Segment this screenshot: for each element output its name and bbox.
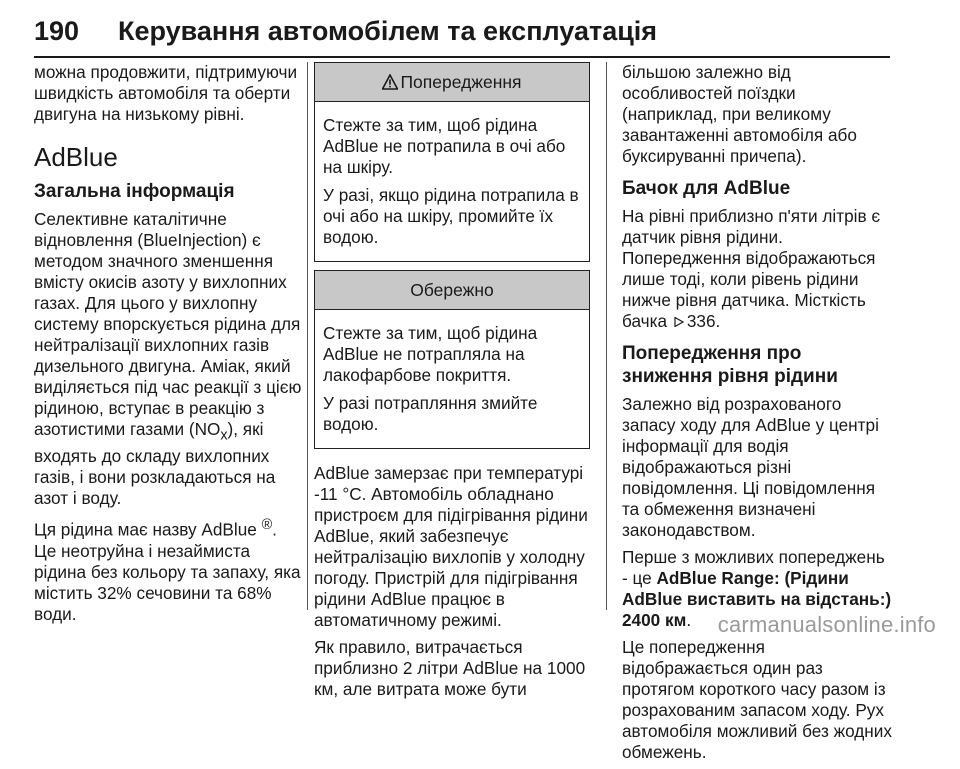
caution-text-2: У разі потрапляння змийте водою. [323, 393, 538, 434]
paragraph-consumption: Як правило, витрачається приблизно 2 літри AdBlue на 1000 км, але витрата може бути [314, 637, 586, 699]
warning-triangle-icon [382, 74, 398, 90]
warning-box-title: Попередження [400, 71, 522, 92]
page-reference-link[interactable]: 336. [686, 311, 721, 331]
paragraph-freezing: AdBlue замерзає при температурі -11 °C. Автомобіль обладнано пристроєм для підігрівання рідини AdBlue, який забезпечує нейтралізацію вихлопів у холодну погоду. Пристрій для підігрівання рідини AdBlue працює в автоматичному режимі. [314, 463, 588, 630]
caution-box-body [315, 310, 589, 448]
warning-text-1: Стежте за тим, щоб рідина AdBlue не потрапила в очі або на шкіру. [323, 115, 566, 177]
caution-box-title: Обережно [410, 279, 494, 300]
page-number: 190 [34, 16, 80, 46]
subheading-tank: Бачок для AdBlue [622, 178, 791, 199]
paragraph-first-warning: Перше з можливих попереджень - це AdBlue Range: (Рідини AdBlue виставить на відстань:) 2400 км. [622, 547, 892, 630]
caution-box [314, 270, 590, 449]
paragraph-scr: Селективне каталітичне відновлення (BlueInjection) є методом значного зменшення вмісту окисів азоту у вихлопних газах. Для цього у вихлопну систему впорскується рідина для нейтралізації вихлопних газів дизельного двигуна. Аміак, який виділяється під час реакції з цією рідиною, вступає в реакцію з азотистими газами $(NO_x)$, які входять до складу вихлопних газів, і вони розкладаються на азот і воду. [34, 209, 302, 509]
paragraph-consumption-cont: більшою залежно від особливостей поїздки (наприклад, при великому завантаженні автомобіля або буксируванні причепа). [622, 62, 857, 166]
page-title: Керування автомобілем та експлуатація [118, 16, 658, 46]
column-2 [314, 62, 590, 706]
column-divider-1 [307, 62, 308, 610]
page-header [0, 0, 960, 56]
paragraph-warning-display: Це попередження відображається один раз протягом короткого часу разом із розрахованим запасом ходу. Рух автомобіля можливий без жодних обмежень. [622, 637, 892, 762]
paragraph-range-messages: Залежно від розрахованого запасу ходу для AdBlue у центрі інформації для водія відображаються різні повідомлення. Ці повідомлення та обмеження визначені законодавством. [622, 394, 879, 540]
subheading-low-level-warning: Попередження про зниження рівня рідини [622, 343, 838, 387]
warning-box [314, 62, 590, 262]
header-rule [34, 56, 890, 58]
column-3 [622, 62, 892, 769]
caution-text-1: Стежте за тим, щоб рідина AdBlue не потрапляла на лакофарбове покриття. [323, 323, 538, 385]
paragraph-tank: На рівні приблизно п'яти літрів є датчик рівня рідини. Попередження відображаються лише тоді, коли рівень рідини нижче рівня датчика. Місткість бачка 336. [622, 206, 881, 331]
warning-text-2: У разі, якщо рідина потрапила в очі або на шкіру, промийте їх водою. [323, 185, 579, 247]
section-heading-adblue: AdBlue [34, 142, 118, 172]
caution-box-header [315, 271, 589, 310]
subheading-general-info: Загальна інформація [34, 181, 235, 202]
paragraph-adblue-composition: Ця рідина має назву AdBlue ®. Це неотруйна і незаймиста рідина без кольору та запаху, яка містить 32% сечовини та 68% води. [34, 517, 301, 625]
column-1 [34, 62, 302, 631]
column-divider-2 [606, 62, 607, 610]
warning-box-header [315, 63, 589, 102]
watermark: carmanualsonline.info [717, 612, 936, 637]
intro-paragraph: можна продовжити, підтримуючи швидкість автомобіля та оберти двигуна на низькому рівні. [34, 62, 298, 124]
page-reference-arrow-icon [674, 317, 684, 327]
warning-box-body [315, 102, 589, 261]
